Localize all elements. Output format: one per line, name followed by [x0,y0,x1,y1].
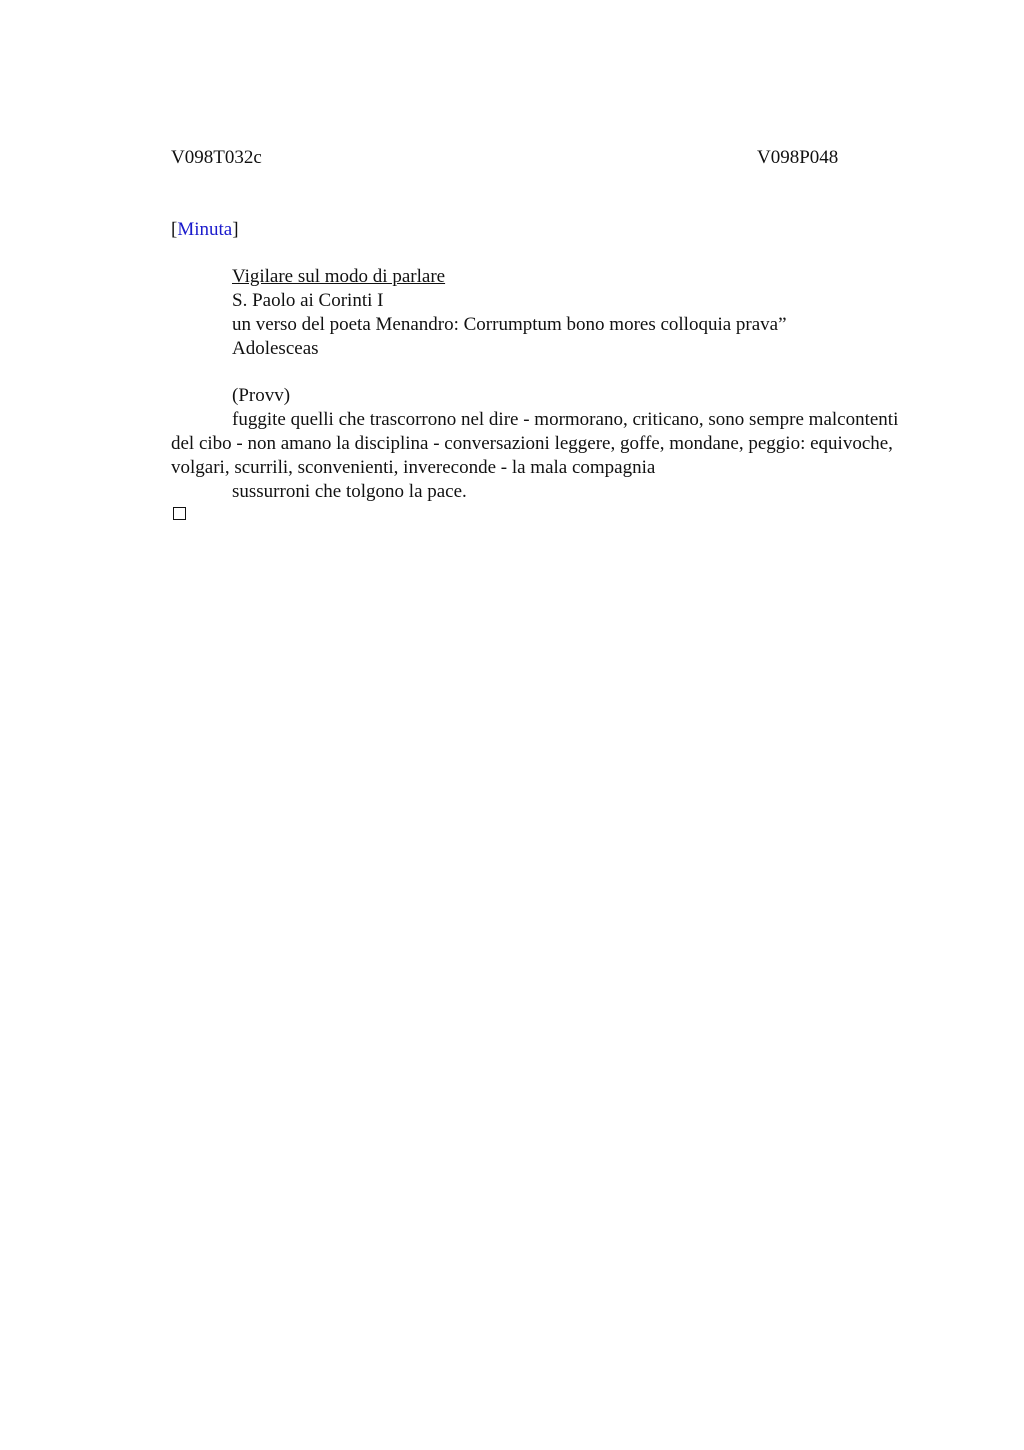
quote-line: un verso del poeta Menandro: Corrumptum bono mores colloquia prava” [232,314,787,335]
note-line: Adolesceas [232,338,319,359]
section-intro [171,265,901,361]
section-heading: (Provv) [232,385,291,406]
document-code-left: V098T032c [171,147,262,168]
section-body [171,384,901,504]
tag-word: Minuta [177,219,233,240]
tag-close-bracket: ] [232,219,239,240]
document-code-right: V098P048 [757,147,839,168]
reference-line: S. Paolo ai Corinti I [232,290,384,311]
tag-open-bracket: [ [171,219,178,240]
document-type-tag [171,218,239,242]
closing-line: sussurroni che tolgono la pace. [232,481,467,502]
empty-square-icon [173,507,186,520]
section-title: Vigilare sul modo di parlare [232,266,446,287]
body-paragraph: fuggite quelli che trascorrono nel dire - mormorano, criticano, sono sempre malcontenti del cibo - non amano la disciplina - conversazioni leggere, goffe, mondane, peggio: equivoche, volgari, scurrili, sconvenienti, invereconde - la mala compagnia [171,409,899,478]
